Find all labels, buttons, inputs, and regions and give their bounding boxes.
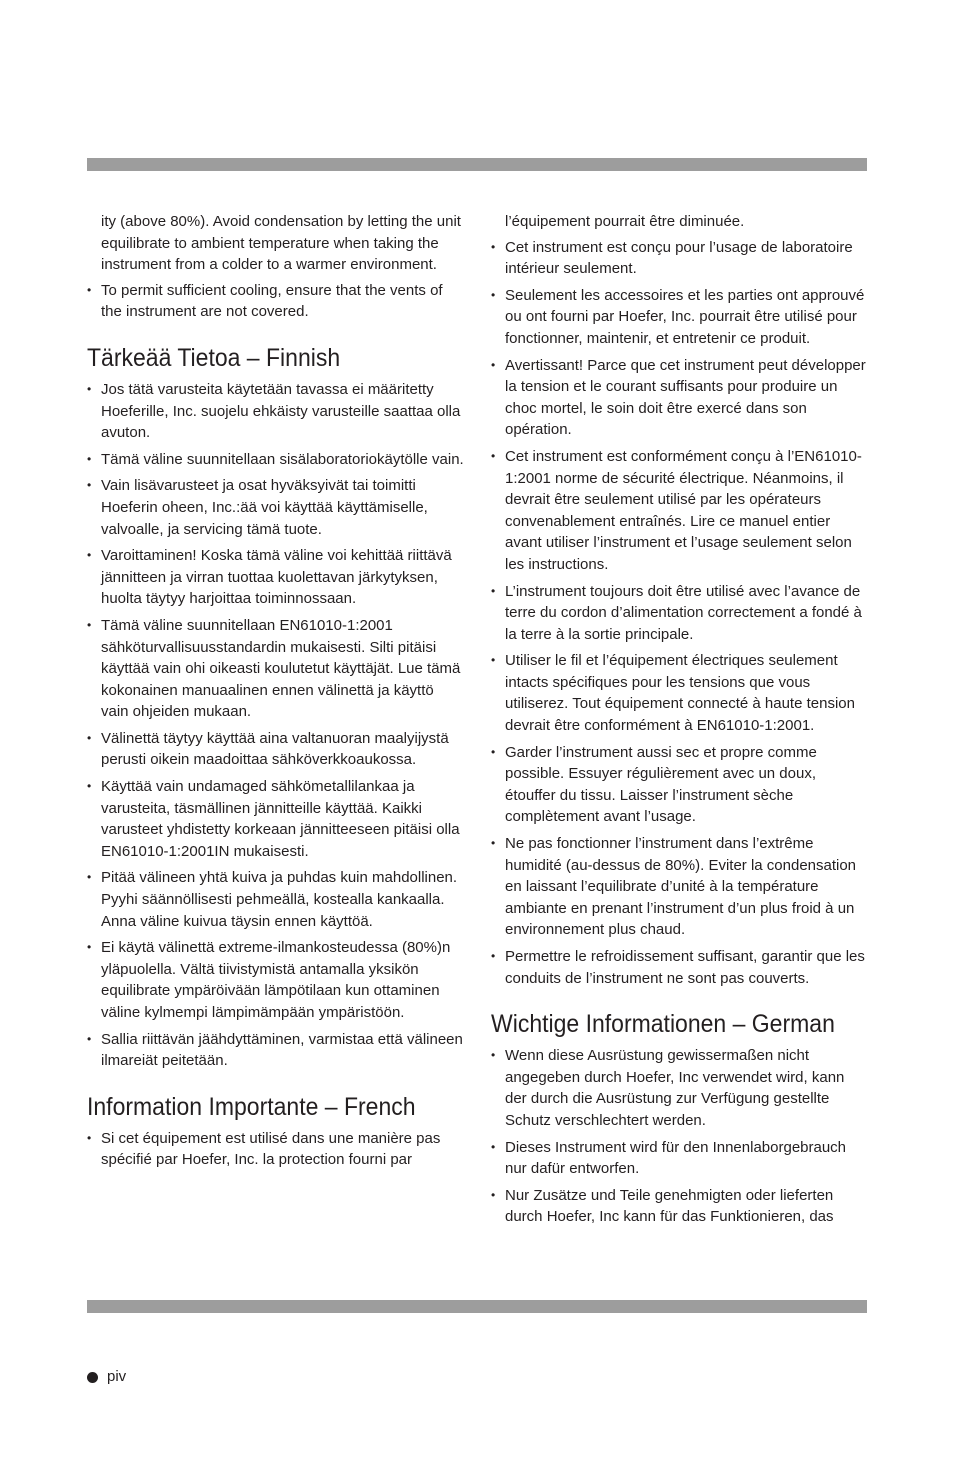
bullet-icon: •: [491, 239, 496, 254]
bullet-icon: •: [87, 548, 92, 563]
list-item: [87, 475, 465, 540]
list-item: [491, 1137, 869, 1180]
bullet-icon: •: [491, 653, 496, 668]
bullet-icon: •: [87, 478, 92, 493]
french-heading: Information Importante – French: [87, 1092, 416, 1121]
bullet-icon: •: [87, 1130, 92, 1145]
bullet-icon: •: [491, 583, 496, 598]
german-heading: Wichtige Informationen – German: [491, 1010, 835, 1039]
list-item: [87, 280, 465, 323]
list-item-text: Sallia riittävän jäähdyttäminen, varmistaa että välineen ilmareiät peitetään.: [101, 1030, 463, 1070]
list-item-text: To permit sufficient cooling, ensure that the vents of the instrument are not covered.: [101, 281, 443, 321]
list-item-text: Cet instrument est conçu pour l’usage de laboratoire intérieur seulement.: [505, 238, 853, 278]
list-item: [491, 742, 869, 828]
list-item-text: L’instrument toujours doit être utilisé avec l’avance de terre du cordon d’alimentation correctement a fondé à la terre à la sortie principale.: [505, 582, 862, 643]
list-item: [491, 1185, 869, 1228]
list-item-text: Välinettä täytyy käyttää aina valtanuoran maalyijystä perusti oikein maadoittaa sähköverkkoaukossa.: [101, 729, 449, 769]
list-item-text: Garder l’instrument aussi sec et propre comme possible. Essuyer régulièrement avec un doux, étouffer du tissu. Laisser l’instrument sèche complètement avant l’usage.: [505, 743, 817, 826]
bullet-icon: •: [491, 1139, 496, 1154]
bullet-icon: •: [491, 744, 496, 759]
bottom-rule: [87, 1300, 867, 1313]
list-item: [491, 237, 869, 280]
list-item-text: Nur Zusätze und Teile genehmigten oder lieferten durch Hoefer, Inc kann für das Funktionieren, das: [505, 1186, 834, 1226]
list-item-text: Ne pas fonctionner l’instrument dans l’extrême humidité (au-dessus de 80%). Eviter la condensation en laissant l’equilibrate d’unité à la température ambiante en prenant l’instrument d’un plus froid à un environnement plus chaud.: [505, 835, 857, 939]
bullet-icon: •: [87, 940, 92, 955]
list-item: [491, 650, 869, 736]
list-item-text: Vain lisävarusteet ja osat hyväksyivät tai toimitti Hoeferin oheen, Inc.:ää voi käyttää käyttämiselle, valvoalle, ja servicing tämä tuote.: [101, 477, 428, 538]
english-bullets: [87, 280, 465, 323]
bullet-icon: •: [491, 949, 496, 963]
list-item: [491, 1045, 869, 1131]
bullet-icon: •: [87, 1031, 92, 1046]
bullet-icon: •: [87, 451, 92, 466]
page-footer: [87, 1366, 126, 1388]
list-item-text: Pitää välineen yhtä kuiva ja puhdas kuin mahdollinen. Pyyhi säännöllisesti pehmeällä, kostealla kankaalla. Anna väline kuivua täysin ennen käyttöä.: [101, 869, 458, 930]
german-bullets: [491, 1045, 869, 1228]
list-item: [87, 615, 465, 723]
list-item-text: Dieses Instrument wird für den Innenlaborgebrauch nur dafür entworfen.: [505, 1138, 847, 1178]
bullet-dot-icon: [87, 1372, 98, 1383]
list-item: [87, 1128, 465, 1171]
list-item-text: Permettre le refroidissement suffisant, garantir que les conduits de l’instrument ne sont pas couverts.: [505, 948, 865, 987]
continuation-text: ity (above 80%). Avoid condensation by letting the unit equilibrate to ambient temperature when taking the instrument from a colder to a warmer environment.: [101, 213, 461, 274]
list-item-text: Wenn diese Ausrüstung gewissermaßen nicht angegeben durch Hoefer, Inc verwendet wird, kann der durch die Ausrüstung zur Verfügung gestellte Schutz verschlechtert werden.: [505, 1047, 845, 1129]
list-item-text: Si cet équipement est utilisé dans une manière pas spécifié par Hoefer, Inc. la protection fourni par: [101, 1129, 441, 1169]
list-item: [87, 728, 465, 771]
list-item-text: Seulement les accessoires et les parties ont approuvé ou ont fourni par Hoefer, Inc. pourrait être utilisé pour fonctionner, maintenir, et entretenir ce produit.: [505, 286, 865, 347]
list-item: [87, 449, 465, 471]
list-item: [491, 581, 869, 646]
bullet-icon: •: [87, 617, 92, 632]
list-item-text: Tämä väline suunnitellaan sisälaboratoriokäytölle vain.: [101, 450, 464, 468]
list-item-text: Tämä väline suunnitellaan EN61010-1:2001 sähköturvallisuusstandardin mukaisesti. Silti pitäisi käyttää vain ohi oikeasti koulutetut käyttäjät. Lue tämä kokonainen manuaalinen ennen välinettä ja käyttö vain ohjeiden mukaan.: [101, 616, 461, 721]
bullet-icon: •: [491, 448, 496, 463]
list-item: [491, 355, 869, 441]
finnish-bullets: [87, 379, 465, 1072]
top-rule: [87, 158, 867, 171]
bullet-icon: •: [491, 357, 496, 372]
bullet-icon: •: [491, 1048, 496, 1063]
list-item: [87, 379, 465, 444]
list-item-text: Varoittaminen! Koska tämä väline voi kehittää riittävä jännitteen ja virran tuottaa kuolettavan järkytyksen, huolta täytyy harjoittaa toiminnossaan.: [101, 547, 452, 608]
list-item-text: Utiliser le fil et l’équipement électriques seulement intacts spécifiques pour les tensions que vous utiliserez. Tout équipement connecté à haute tension devrait être conformément à EN61010-1:2001.: [505, 652, 855, 735]
continuation-text: l’équipement pourrait être diminuée.: [505, 213, 745, 230]
list-item: [491, 285, 869, 350]
bullet-icon: •: [87, 870, 92, 885]
list-item-text: Cet instrument est conformément conçu à l’EN61010-1:2001 norme de sécurité électrique. Néanmoins, il devrait être seulement utilisé par les opérateurs convenablement entraînés. Lire ce manuel entier avant utiliser l’instrument et l’usage seulement selon les instructions.: [505, 447, 862, 573]
list-item-text: Käyttää vain undamaged sähkömetallilankaa ja varusteita, täsmällinen jännitteille käyttää. Kaikki varusteet yhdistetty korkeaan jännitteeseen pitäisi olla EN61010-1:2001IN mukaisesti.: [101, 778, 460, 860]
bullet-icon: •: [491, 287, 496, 302]
list-item-text: Avertissant! Parce que cet instrument peut développer la tension et le courant suffisants pour produire un choc mortel, le soin doit être exercé dans son opération.: [505, 356, 866, 439]
list-item: [87, 1029, 465, 1072]
french-bullets-start: [87, 1128, 465, 1171]
list-item-text: Jos tätä varusteita käytetään tavassa ei määritetty Hoeferille, Inc. suojelu ehkäisty varusteille saattaa olla avuton.: [101, 380, 461, 442]
bullet-icon: •: [87, 730, 92, 745]
list-item: [87, 776, 465, 862]
bullet-icon: •: [87, 779, 92, 794]
left-column: [87, 211, 465, 1176]
bullet-icon: •: [491, 836, 496, 851]
list-item-text: Ei käytä välinettä extreme-ilmankosteudessa (80%)n yläpuolella. Vältä tiivistymistä antamalla yksikön equilibrate ympäröivään lämpötilaan kun ottaminen väline kylmempi lämpimämpään ympäristöön.: [101, 939, 451, 1021]
french-bullets: [491, 237, 869, 990]
bullet-icon: •: [87, 381, 92, 396]
list-item: [87, 867, 465, 932]
list-item: [87, 937, 465, 1023]
list-item: [491, 946, 869, 989]
page-number: piv: [107, 1368, 127, 1385]
bullet-icon: •: [491, 1187, 496, 1202]
bullet-icon: •: [87, 282, 92, 297]
list-item: [491, 446, 869, 576]
list-item: [87, 545, 465, 610]
list-item: [491, 833, 869, 941]
finnish-heading: Tärkeää Tietoa – Finnish: [87, 343, 341, 372]
right-column: [491, 211, 869, 1233]
